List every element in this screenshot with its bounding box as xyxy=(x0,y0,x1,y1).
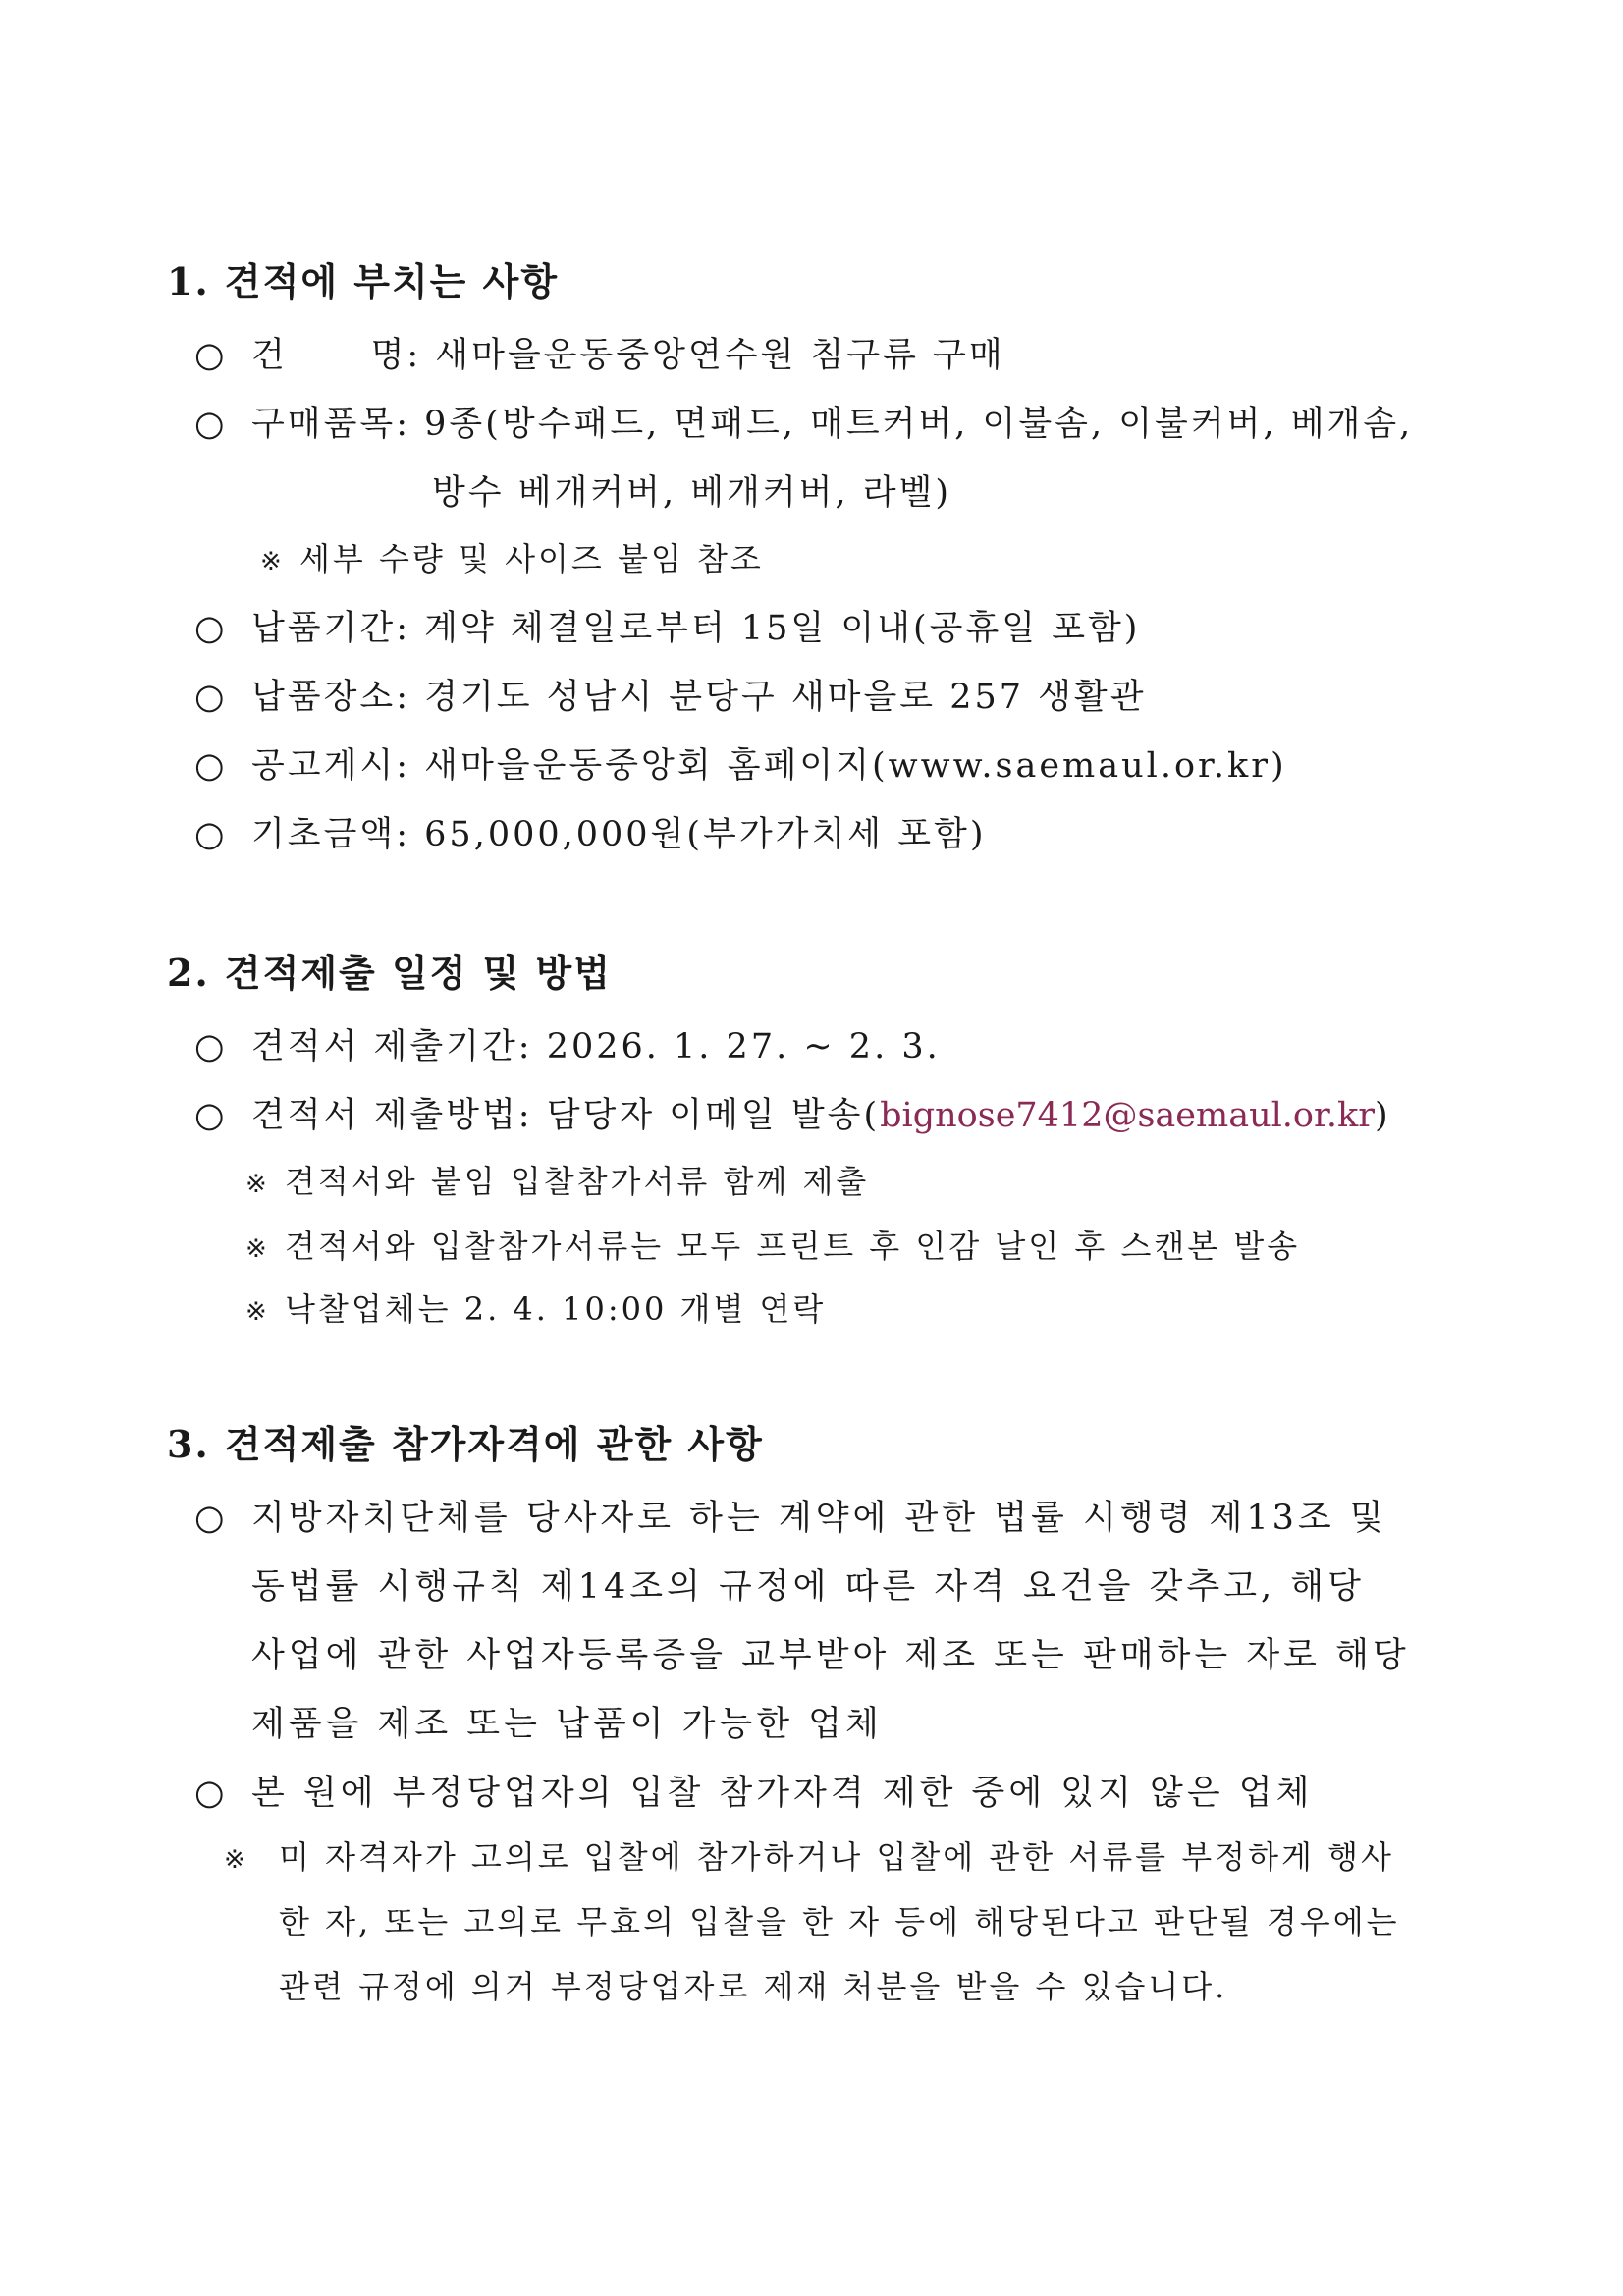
qualification-item-2 xyxy=(194,1766,1313,1815)
bullet: ○ xyxy=(194,678,228,717)
qualification-note-line-1: 미 자격자가 고의로 입찰에 참가하거나 입찰에 관한 서류를 부정하게 행사 xyxy=(279,1838,1394,1876)
contact-email[interactable]: bignose7412@saemaul.or.kr xyxy=(880,1096,1375,1135)
bullet: ○ xyxy=(194,609,228,648)
item-goods-text-1: 구매품목: 9종(방수패드, 면패드, 매트커버, 이불솜, 이불커버, 베개솜, xyxy=(251,405,1414,444)
qualification-item-1-line-1: 지방자치단체를 당사자로 하는 계약에 관한 법률 시행령 제13조 및 xyxy=(251,1499,1387,1538)
item-goods xyxy=(194,397,1413,446)
note-submit-1 xyxy=(245,1157,869,1202)
note-submit-2-text: 견적서와 입찰참가서류는 모두 프린트 후 인감 날인 후 스캔본 발송 xyxy=(285,1228,1301,1265)
bullet: ○ xyxy=(194,815,228,854)
section-3-title: 3. 견적제출 참가자격에 관한 사항 xyxy=(167,1422,764,1466)
bullet: ○ xyxy=(194,1096,228,1135)
note-submit-3-text: 낙찰업체는 2. 4. 10:00 개별 연락 xyxy=(285,1290,827,1328)
item-notice-text: 공고게시: 새마을운동중앙회 홈페이지(www.saemaul.or.kr) xyxy=(251,746,1287,786)
bullet: ○ xyxy=(194,405,228,444)
item-delivery-place-text: 납품장소: 경기도 성남시 분당구 새마을로 257 생활관 xyxy=(251,678,1147,717)
note-size xyxy=(260,534,764,579)
qualification-note-line-2: 한 자, 또는 고의로 무효의 입찰을 한 자 등에 해당된다고 판단될 경우에는 xyxy=(279,1903,1400,1941)
note-mark: ※ xyxy=(245,1170,270,1199)
item-base-amount xyxy=(194,807,986,856)
qualification-note xyxy=(224,1832,1394,1878)
qualification-item-1-line-4: 제품을 제조 또는 납품이 가능한 업체 xyxy=(251,1705,883,1744)
section-2-title: 2. 견적제출 일정 및 방법 xyxy=(167,951,612,995)
note-mark: ※ xyxy=(245,1234,270,1264)
item-project-name xyxy=(194,328,1005,377)
note-mark: ※ xyxy=(224,1845,248,1875)
item-delivery-period xyxy=(194,601,1140,650)
qualification-note-line-3: 관련 규정에 의거 부정당업자로 제재 처분을 받을 수 있습니다. xyxy=(279,1968,1228,2005)
bullet: ○ xyxy=(194,1774,228,1813)
item-submit-method xyxy=(194,1088,1391,1137)
qualification-item-1-line-2: 동법률 시행규칙 제14조의 규정에 따른 자격 요건을 갖추고, 해당 xyxy=(251,1567,1365,1607)
bullet: ○ xyxy=(194,746,228,786)
qualification-item-1 xyxy=(194,1491,1387,1540)
qualification-item-1-line-3: 사업에 관한 사업자등록증을 교부받아 제조 또는 판매하는 자로 해당 xyxy=(251,1636,1410,1675)
item-submit-method-prefix: 견적서 제출방법: 담당자 이메일 발송( xyxy=(251,1096,881,1135)
item-submit-method-suffix: ) xyxy=(1374,1096,1391,1135)
item-notice xyxy=(194,738,1287,788)
bullet: ○ xyxy=(194,336,228,375)
item-delivery-period-text: 납품기간: 계약 체결일로부터 15일 이내(공휴일 포함) xyxy=(251,609,1141,648)
qualification-item-2-text: 본 원에 부정당업자의 입찰 참가자격 제한 중에 있지 않은 업체 xyxy=(251,1774,1314,1813)
bullet: ○ xyxy=(194,1499,228,1538)
bullet: ○ xyxy=(194,1027,228,1066)
note-mark: ※ xyxy=(260,547,285,576)
note-size-text: 세부 수량 및 사이즈 붙임 참조 xyxy=(299,540,764,577)
item-submit-period-text: 견적서 제출기간: 2026. 1. 27. ~ 2. 3. xyxy=(251,1027,941,1066)
item-submit-period xyxy=(194,1019,941,1068)
item-base-amount-text: 기초금액: 65,000,000원(부가가치세 포함) xyxy=(251,815,987,854)
note-submit-2 xyxy=(245,1222,1300,1267)
note-mark: ※ xyxy=(245,1297,270,1327)
item-goods-text-2: 방수 베개커버, 베개커버, 라벨) xyxy=(432,473,952,513)
note-submit-1-text: 견적서와 붙임 입찰참가서류 함께 제출 xyxy=(285,1163,870,1200)
item-project-name-text: 건 명: 새마을운동중앙연수원 침구류 구매 xyxy=(251,336,1005,375)
section-1-title: 1. 견적에 부치는 사항 xyxy=(167,259,560,303)
item-delivery-place xyxy=(194,670,1147,719)
note-submit-3 xyxy=(245,1285,826,1330)
